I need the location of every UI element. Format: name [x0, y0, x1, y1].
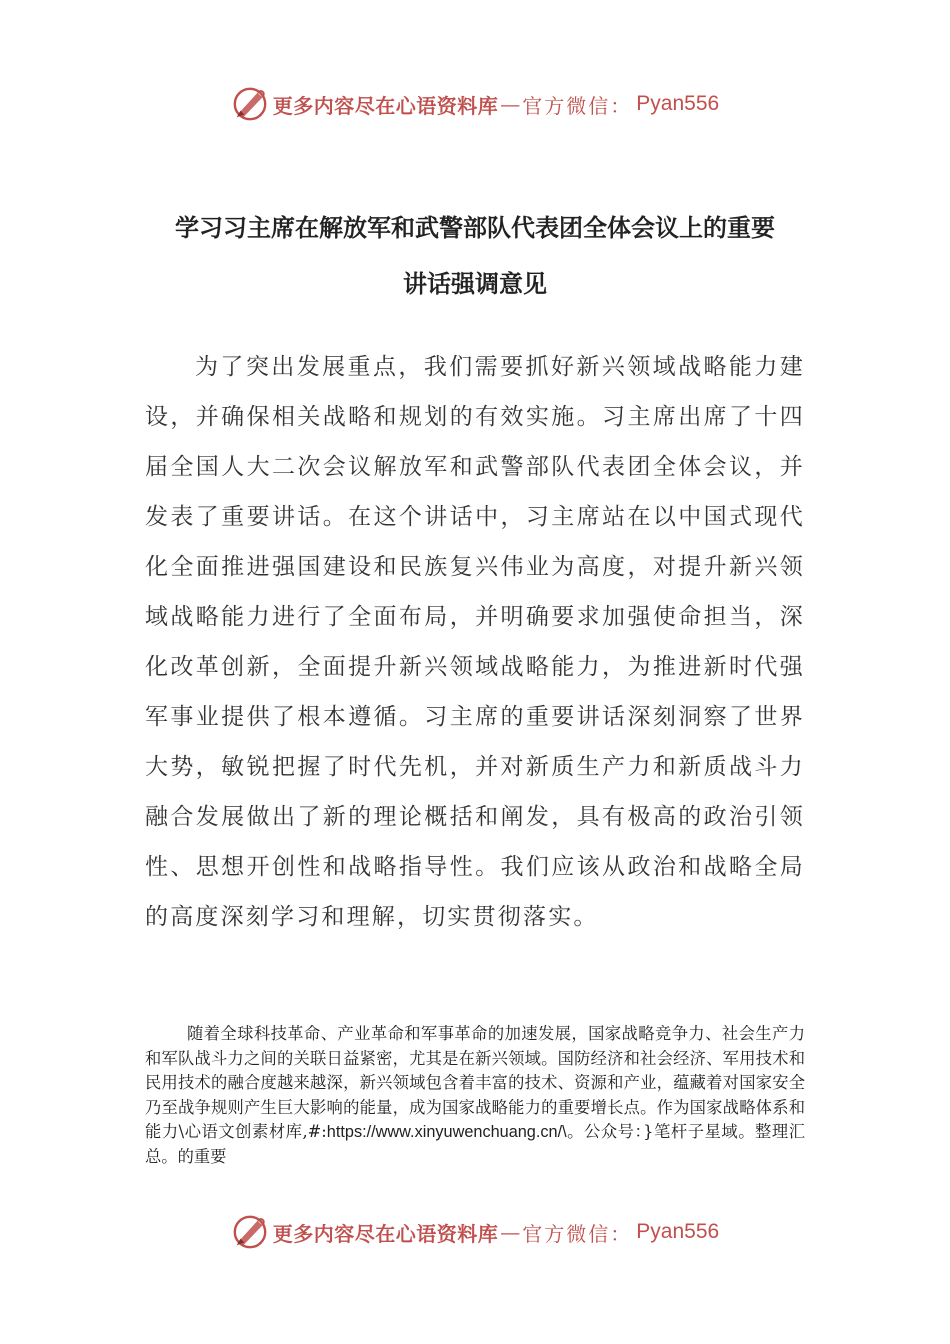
- footer-brand-text: 更多内容尽在心语资料库: [272, 1221, 499, 1246]
- document-title: [145, 200, 805, 312]
- small-paragraph: [145, 1022, 805, 1169]
- small-paragraph-tail: 。公众号：}笔杆子星域。整理汇总。的重要: [145, 1122, 805, 1166]
- small-paragraph-text: 随着全球科技革命、产业革命和军事革命的加速发展，国家战略竞争力、社会生产力和军队战斗力之间的关联日益紧密，尤其是在新兴领域。国防经济和社会经济、军用技术和民用技术的融合度越来越深，新兴领域包含着丰富的技术、资源和产业，蕴藏着对国家安全乃至战争规则产生巨大影响的能量，成为国家战略能力的重要增长点。作为国家战略体系和能力\心语文创素材库,#:: [145, 1024, 805, 1141]
- header-wechat-id: Pyan556: [636, 92, 720, 115]
- header-banner: [0, 84, 950, 124]
- footer-separator: —: [500, 1220, 521, 1244]
- footer-banner: [0, 1212, 950, 1252]
- title-line-1: 学习习主席在解放军和武警部队代表团全体会议上的重要: [175, 214, 775, 242]
- header-official-label: 官方微信：: [522, 93, 633, 118]
- footer-wechat-id: Pyan556: [636, 1220, 720, 1243]
- title-line-2: 讲话强调意见: [403, 270, 547, 298]
- pen-nib-icon: [231, 85, 269, 123]
- header-brand-text: 更多内容尽在心语资料库: [272, 93, 499, 118]
- main-paragraph: 为了突出发展重点，我们需要抓好新兴领域战略能力建设，并确保相关战略和规划的有效实施。习主席出席了十四届全国人大二次会议解放军和武警部队代表团全体会议，并发表了重要讲话。在这个讲话中，习主席站在以中国式现代化全面推进强国建设和民族复兴伟业为高度，对提升新兴领域战略能力进行了全面布局，并明确要求加强使命担当，深化改革创新，全面提升新兴领域战略能力，为推进新时代强军事业提供了根本遵循。习主席的重要讲话深刻洞察了世界大势，敏锐把握了时代先机，并对新质生产力和新质战斗力融合发展做出了新的理论概括和阐发，具有极高的政治引领性、思想开创性和战略指导性。我们应该从政治和战略全局的高度深刻学习和理解，切实贯彻落实。: [145, 354, 805, 930]
- source-url: https://www.xinyuwenchuang.cn/\: [326, 1123, 567, 1141]
- footer-official-label: 官方微信：: [522, 1221, 633, 1246]
- pen-nib-icon: [231, 1213, 269, 1251]
- header-separator: —: [500, 92, 521, 116]
